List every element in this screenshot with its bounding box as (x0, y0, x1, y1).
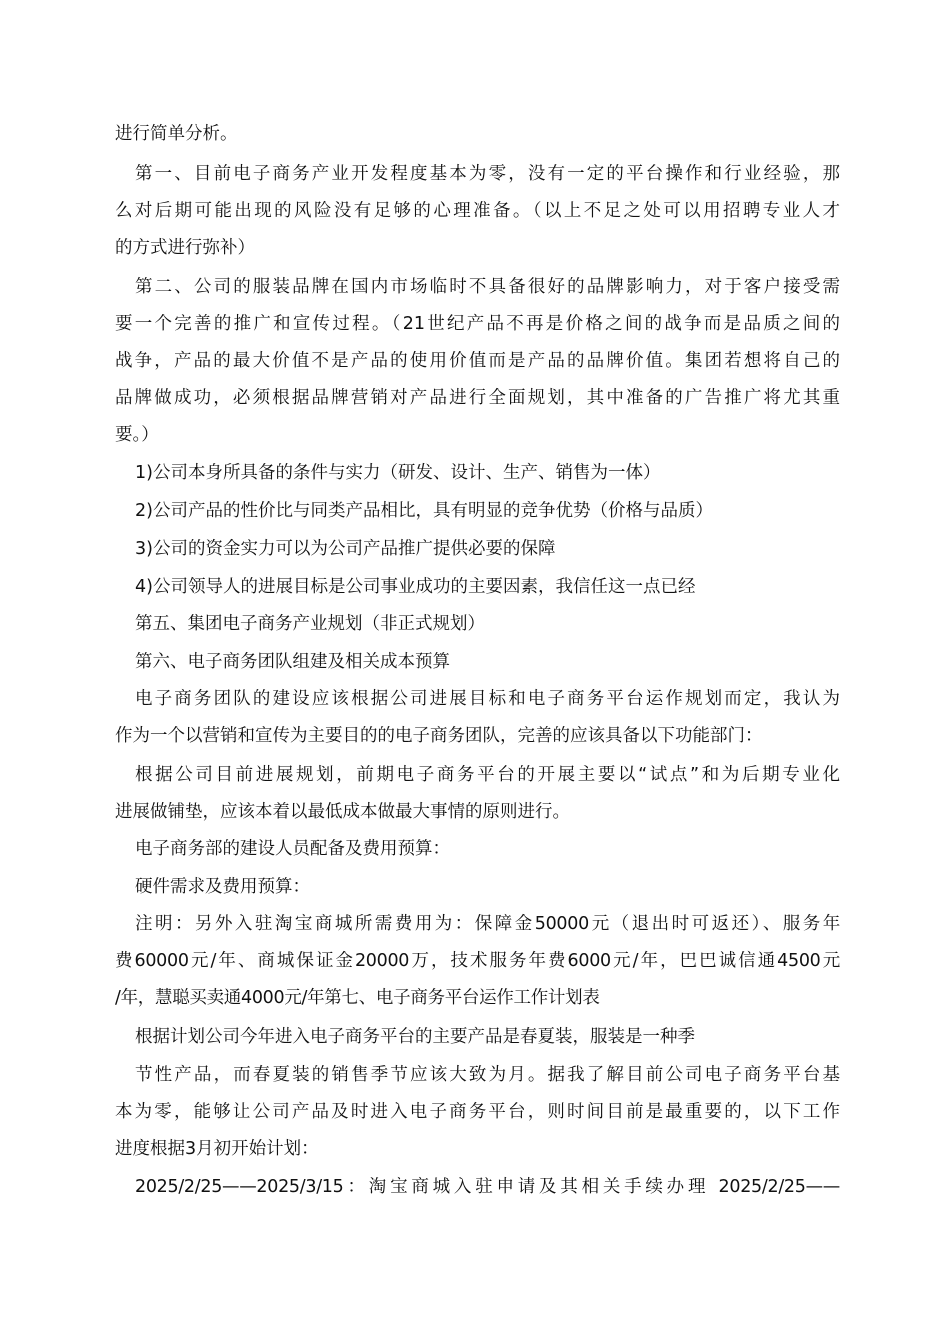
section-heading-six: 第六、电子商务团队组建及相关成本预算 (135, 652, 450, 672)
paragraph-intro-line: 进行简单分析。 (115, 124, 238, 144)
list-item-2: 2)公司产品的性价比与同类产品相比，具有明显的竞争优势（价格与品质） (135, 501, 713, 521)
list-item-4: 4)公司领导人的进展目标是公司事业成功的主要因素，我信任这一点已经 (135, 577, 696, 597)
paragraph-plan-line-1: 根据公司目前进展规划，前期电子商务平台的开展主要以“试点”和为后期专业化 (135, 765, 840, 785)
note-line-1: 注明：另外入驻淘宝商城所需费用为：保障金50000元（退出时可返还）、服务年 (135, 914, 840, 934)
note-line-3: /年，慧聪买卖通4000元/年第七、电子商务平台运作工作计划表 (115, 988, 600, 1008)
paragraph-team-line-1: 电子商务团队的建设应该根据公司进展目标和电子商务平台运作规划而定，我认为 (135, 689, 840, 709)
paragraph-second-line-3: 战争，产品的最大价值不是产品的使用价值而是产品的品牌价值。集团若想将自己的 (115, 351, 840, 371)
paragraph-product-line-2: 节性产品，而春夏装的销售季节应该大致为月。据我了解目前公司电子商务平台基 (135, 1065, 840, 1085)
list-item-3: 3)公司的资金实力可以为公司产品推广提供必要的保障 (135, 539, 556, 559)
paragraph-first-line-3: 的方式进行弥补） (115, 238, 255, 258)
paragraph-first-line-2: 么对后期可能出现的风险没有足够的心理准备。（以上不足之处可以用招聘专业人才 (115, 201, 840, 221)
list-item-1: 1)公司本身所具备的条件与实力（研发、设计、生产、销售为一体） (135, 463, 661, 483)
paragraph-first-line-1: 第一、目前电子商务产业开发程度基本为零，没有一定的平台操作和行业经验，那 (135, 164, 840, 184)
section-heading-five: 第五、集团电子商务产业规划（非正式规划） (135, 614, 485, 634)
paragraph-product-line-4: 进度根据3月初开始计划： (115, 1139, 319, 1159)
paragraph-product-line-1: 根据计划公司今年进入电子商务平台的主要产品是春夏装，服装是一种季 (135, 1027, 695, 1047)
paragraph-second-line-5: 要。） (115, 425, 159, 445)
paragraph-team-line-2: 作为一个以营销和宣传为主要目的的电子商务团队，完善的应该具备以下功能部门： (115, 726, 763, 746)
note-line-2: 费60000元/年、商城保证金20000万，技术服务年费6000元/年，巴巴诚信通4500元 (115, 951, 840, 971)
paragraph-second-line-4: 品牌做成功，必须根据品牌营销对产品进行全面规划，其中准备的广告推广将尤其重 (115, 388, 840, 408)
paragraph-second-line-1: 第二、公司的服装品牌在国内市场临时不具备很好的品牌影响力，对于客户接受需 (135, 277, 840, 297)
staffing-budget-line: 电子商务部的建设人员配备及费用预算： (135, 839, 450, 859)
paragraph-second-line-2: 要一个完善的推广和宣传过程。（21世纪产品不再是价格之间的战争而是品质之间的 (115, 314, 840, 334)
hardware-budget-line: 硬件需求及费用预算： (135, 877, 310, 897)
paragraph-plan-line-2: 进展做铺垫，应该本着以最低成本做最大事情的原则进行。 (115, 802, 570, 822)
schedule-line-1: 2025/2/25——2025/3/15：淘宝商城入驻申请及其相关手续办理 2025/2/25—— (135, 1177, 840, 1197)
paragraph-product-line-3: 本为零，能够让公司产品及时进入电子商务平台，则时间目前是最重要的，以下工作 (115, 1102, 840, 1122)
